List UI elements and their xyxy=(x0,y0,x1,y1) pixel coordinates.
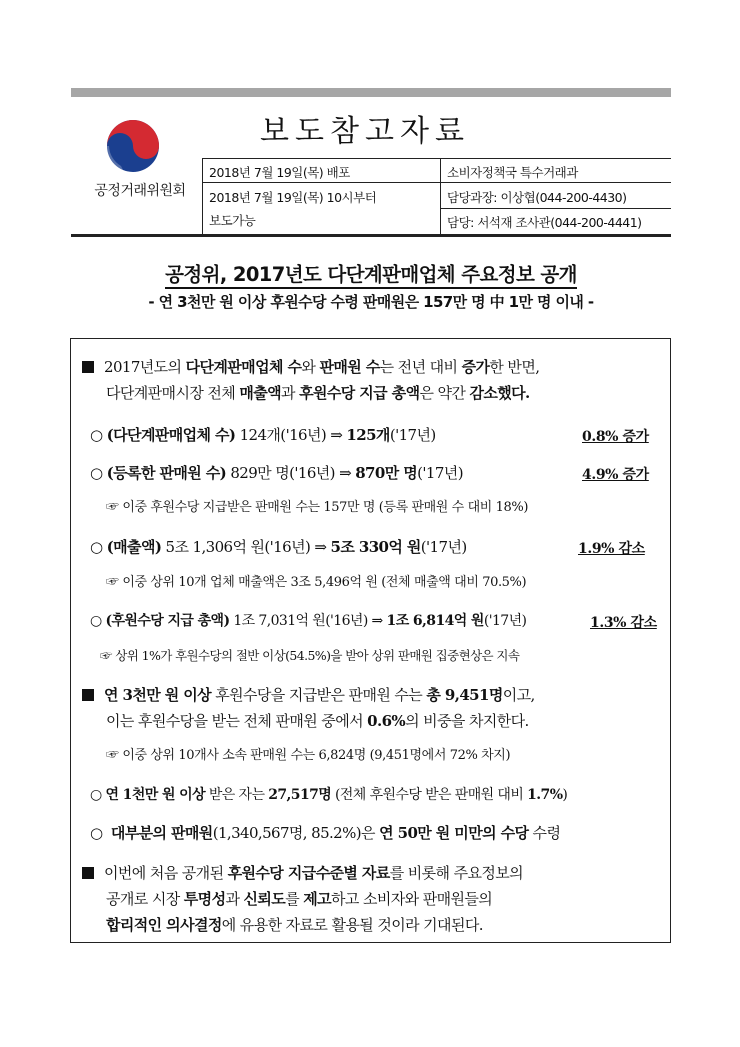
subheadline: - 연 3천만 원 이상 후원수당 수령 판매원은 157만 명 中 1만 명 이내 - xyxy=(148,293,594,311)
release-date: 2018년 7월 19일(목) 배포 xyxy=(209,165,350,180)
note-commission: ☞ 상위 1%가 후원수당의 절반 이상(54.5%)을 받아 상위 판매원 집중현상은 지속 xyxy=(100,648,520,663)
square-bullet-icon xyxy=(82,689,94,701)
headline: 공정위, 2017년도 다단계판매업체 주요정보 공개 xyxy=(71,259,671,287)
summary-paragraph-1-line-2: 다단계판매시장 전체 매출액과 후원수당 지급 총액은 약간 감소했다. xyxy=(106,384,530,402)
header-rule xyxy=(202,182,671,183)
document-type-title: 보도참고자료 xyxy=(260,114,470,149)
stat-item-revenue: ○ (매출액) 5조 1,306억 원('16년) ⇒ 5조 330억 원('17년) xyxy=(90,538,467,556)
change-badge-commission: 1.3% 감소 xyxy=(590,615,657,631)
change-badge-revenue: 1.9% 감소 xyxy=(578,541,645,557)
embargo-time: 2018년 7월 19일(목) 10시부터 xyxy=(209,190,377,205)
government-emblem-logo xyxy=(103,116,173,180)
summary-paragraph-2-line-1: 연 3천만 원 이상 후원수당을 지급받은 판매원 수는 총 9,451명이고, xyxy=(82,684,535,705)
embargo-note: 보도가능 xyxy=(209,213,256,228)
square-bullet-icon xyxy=(82,361,94,373)
header-divider xyxy=(440,158,441,234)
stat-item-commission: ○ (후원수당 지급 총액) 1조 7,031억 원('16년) ⇒ 1조 6,814억 원('17년) xyxy=(90,613,527,629)
note-revenue: ☞ 이중 상위 10개 업체 매출액은 3조 5,496억 원 (전체 매출액 대비 70.5%) xyxy=(106,575,527,590)
summary-paragraph-1-line-1: 2017년도의 다단계판매업체 수와 판매원 수는 전년 대비 증가한 반면, xyxy=(82,356,539,377)
header-divider xyxy=(202,158,203,234)
stat-item-companies: ○ (다단계판매업체 수) 124개('16년) ⇒ 125개('17년) xyxy=(90,426,436,444)
organization-name: 공정거래위원회 xyxy=(94,183,186,199)
header-bottom-rule xyxy=(71,234,671,237)
department: 소비자정책국 특수거래과 xyxy=(447,165,578,180)
director-contact: 담당과장: 이상협(044-200-4430) xyxy=(447,190,627,205)
change-badge-companies: 0.8% 증가 xyxy=(582,429,649,445)
stat-item-majority: ○ 대부분의 판매원(1,340,567명, 85.2%)은 연 50만 원 미만의 수당 수령 xyxy=(90,824,561,842)
note-sellers: ☞ 이중 후원수당 지급받은 판매원 수는 157만 명 (등록 판매원 수 대비 18%) xyxy=(106,500,528,515)
header-rule xyxy=(440,208,671,209)
summary-paragraph-3-line-1: 이번에 처음 공개된 후원수당 지급수준별 자료를 비롯해 주요정보의 xyxy=(82,862,523,883)
note-top10: ☞ 이중 상위 10개사 소속 판매원 수는 6,824명 (9,451명에서 72% 차지) xyxy=(106,748,511,763)
summary-paragraph-2-line-2: 이는 후원수당을 받는 전체 판매원 중에서 0.6%의 비중을 차지한다. xyxy=(106,712,529,730)
stat-item-sellers: ○ (등록한 판매원 수) 829만 명('16년) ⇒ 870만 명('17년) xyxy=(90,464,463,482)
stat-item-over-10m: ○ 연 1천만 원 이상 받은 자는 27,517명 (전체 후원수당 받은 판매원 대비 1.7%) xyxy=(90,787,568,803)
summary-paragraph-3-line-2: 공개로 시장 투명성과 신뢰도를 제고하고 소비자와 판매원들의 xyxy=(106,890,493,908)
summary-paragraph-3-line-3: 합리적인 의사결정에 유용한 자료로 활용될 것이라 기대된다. xyxy=(106,916,483,934)
square-bullet-icon xyxy=(82,867,94,879)
header-top-bar xyxy=(71,88,671,97)
officer-contact: 담당: 서석재 조사관(044-200-4441) xyxy=(447,215,642,230)
change-badge-sellers: 4.9% 증가 xyxy=(582,467,649,483)
header-rule xyxy=(202,158,671,159)
